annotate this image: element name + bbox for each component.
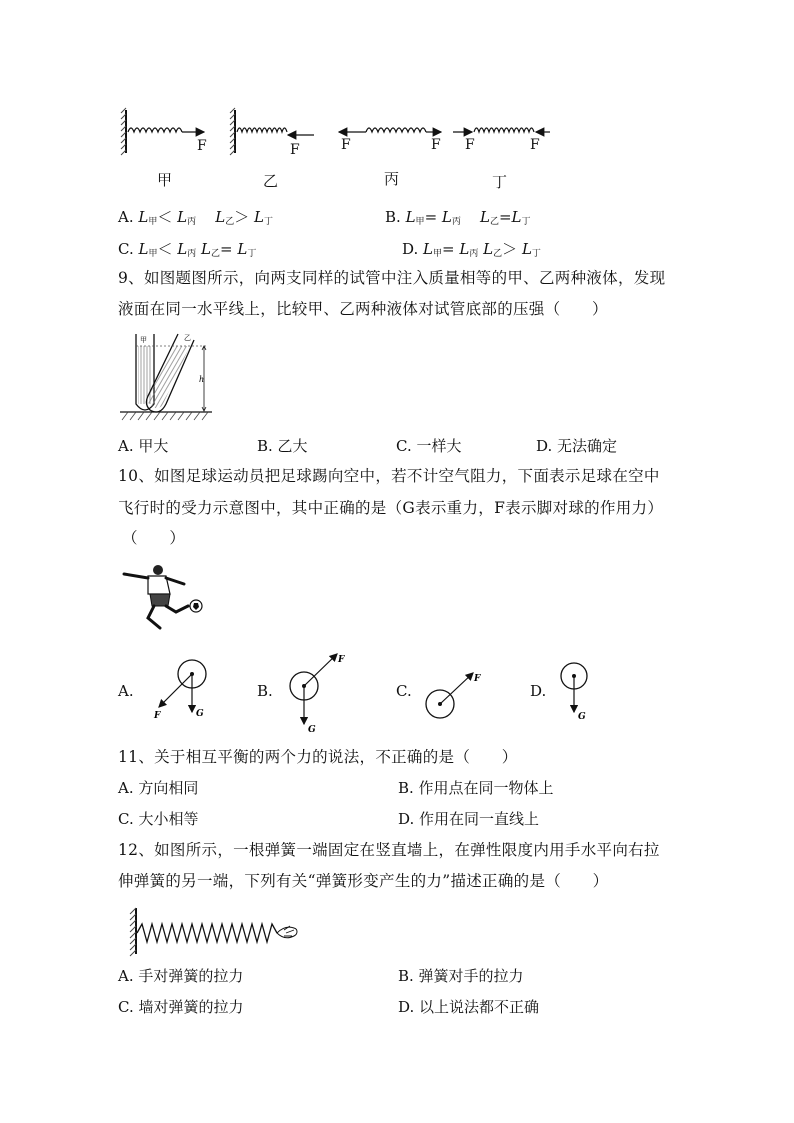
force-label: F bbox=[341, 137, 351, 153]
force-label: F bbox=[530, 137, 540, 153]
force-g-label: G bbox=[196, 709, 204, 719]
force-label: F bbox=[197, 138, 207, 154]
q11-option-a[interactable]: A. 方向相同 bbox=[118, 779, 199, 797]
force-f-label: F bbox=[154, 711, 161, 721]
q12-option-c[interactable]: C. 墙对弹簧的拉力 bbox=[118, 998, 244, 1016]
q10-stem-line2: 飞行时的受力示意图中，其中正确的是（G表示重力，F表示脚对球的作用力） bbox=[118, 499, 664, 517]
tube-yi-label: 乙 bbox=[184, 334, 191, 342]
force-f-label: F bbox=[474, 674, 481, 684]
q12-stem-line2: 伸弹簧的另一端，下列有关“弹簧形变产生的力”描述正确的是（ ） bbox=[118, 872, 609, 890]
force-label: F bbox=[465, 137, 475, 153]
q9-stem-line2: 液面在同一水平线上，比较甲、乙两种液体对试管底部的压强（ ） bbox=[118, 300, 608, 318]
springs-figure bbox=[118, 105, 568, 165]
q10-option-a-diagram[interactable] bbox=[150, 658, 220, 726]
q11-option-c[interactable]: C. 大小相等 bbox=[118, 810, 199, 828]
q8-option-a[interactable]: A. $L_甲< L_丙$ $L_乙> L_丁$ bbox=[118, 208, 273, 227]
q8-option-d[interactable]: D. $L_甲= L_丙$ $L_乙> L_丁$ bbox=[402, 240, 541, 259]
q12-option-a[interactable]: A. 手对弹簧的拉力 bbox=[118, 967, 244, 985]
q12-option-b[interactable]: B. 弹簧对手的拉力 bbox=[398, 967, 524, 985]
spring-hand-figure bbox=[126, 906, 306, 958]
spring-ding bbox=[453, 128, 550, 132]
q10-option-b-diagram[interactable] bbox=[284, 650, 354, 734]
q9-option-c[interactable]: C. 一样大 bbox=[396, 437, 462, 455]
q10-option-d-diagram[interactable] bbox=[556, 662, 596, 722]
test-tubes-figure bbox=[116, 330, 216, 422]
q10-option-d-letter[interactable]: D. bbox=[530, 682, 547, 700]
tube-jia-label: 甲 bbox=[140, 336, 147, 344]
force-label: F bbox=[290, 142, 300, 158]
q8-option-c[interactable]: C. $L_甲< L_丙$ $L_乙= L_丁$ bbox=[118, 240, 257, 259]
q10-stem-line3: （ ） bbox=[122, 529, 186, 547]
q12-option-d[interactable]: D. 以上说法都不正确 bbox=[398, 998, 540, 1016]
q8-option-b[interactable]: B. $L_甲= L_丙$ $L_乙=L_丁$ bbox=[385, 208, 531, 227]
force-g-label: G bbox=[308, 725, 316, 734]
spring-label-ding: 丁 bbox=[492, 173, 508, 191]
q9-stem-line1: 9、如图题图所示，向两支同样的试管中注入质量相等的甲、乙两种液体，发现 bbox=[118, 269, 666, 287]
q9-option-b[interactable]: B. 乙大 bbox=[257, 437, 308, 455]
spring-jia bbox=[121, 108, 204, 155]
spring-yi bbox=[230, 108, 314, 155]
q10-stem-line1: 10、如图足球运动员把足球踢向空中，若不计空气阻力，下面表示足球在空中 bbox=[118, 467, 660, 485]
force-g-label: G bbox=[578, 712, 586, 722]
q10-option-b-letter[interactable]: B. bbox=[257, 682, 273, 700]
q10-option-c-letter[interactable]: C. bbox=[396, 682, 412, 700]
football-player-figure bbox=[118, 560, 214, 632]
q12-stem-line1: 12、如图所示，一根弹簧一端固定在竖直墙上，在弹性限度内用手水平向右拉 bbox=[118, 841, 660, 859]
q11-option-d[interactable]: D. 作用在同一直线上 bbox=[398, 810, 540, 828]
q11-option-b[interactable]: B. 作用点在同一物体上 bbox=[398, 779, 554, 797]
q10-option-c-diagram[interactable] bbox=[420, 668, 490, 724]
spring-label-jia: 甲 bbox=[157, 171, 173, 189]
force-f-label: F bbox=[338, 655, 345, 665]
q10-option-a-letter[interactable]: A. bbox=[118, 682, 134, 700]
spring-label-bing: 丙 bbox=[384, 170, 400, 188]
spring-label-yi: 乙 bbox=[263, 172, 279, 190]
force-label: F bbox=[431, 137, 441, 153]
q11-stem: 11、关于相互平衡的两个力的说法，不正确的是（ ） bbox=[118, 748, 518, 766]
height-label: h bbox=[199, 375, 205, 384]
spring-bing bbox=[339, 128, 441, 132]
q9-option-a[interactable]: A. 甲大 bbox=[118, 437, 169, 455]
q9-option-d[interactable]: D. 无法确定 bbox=[536, 437, 618, 455]
